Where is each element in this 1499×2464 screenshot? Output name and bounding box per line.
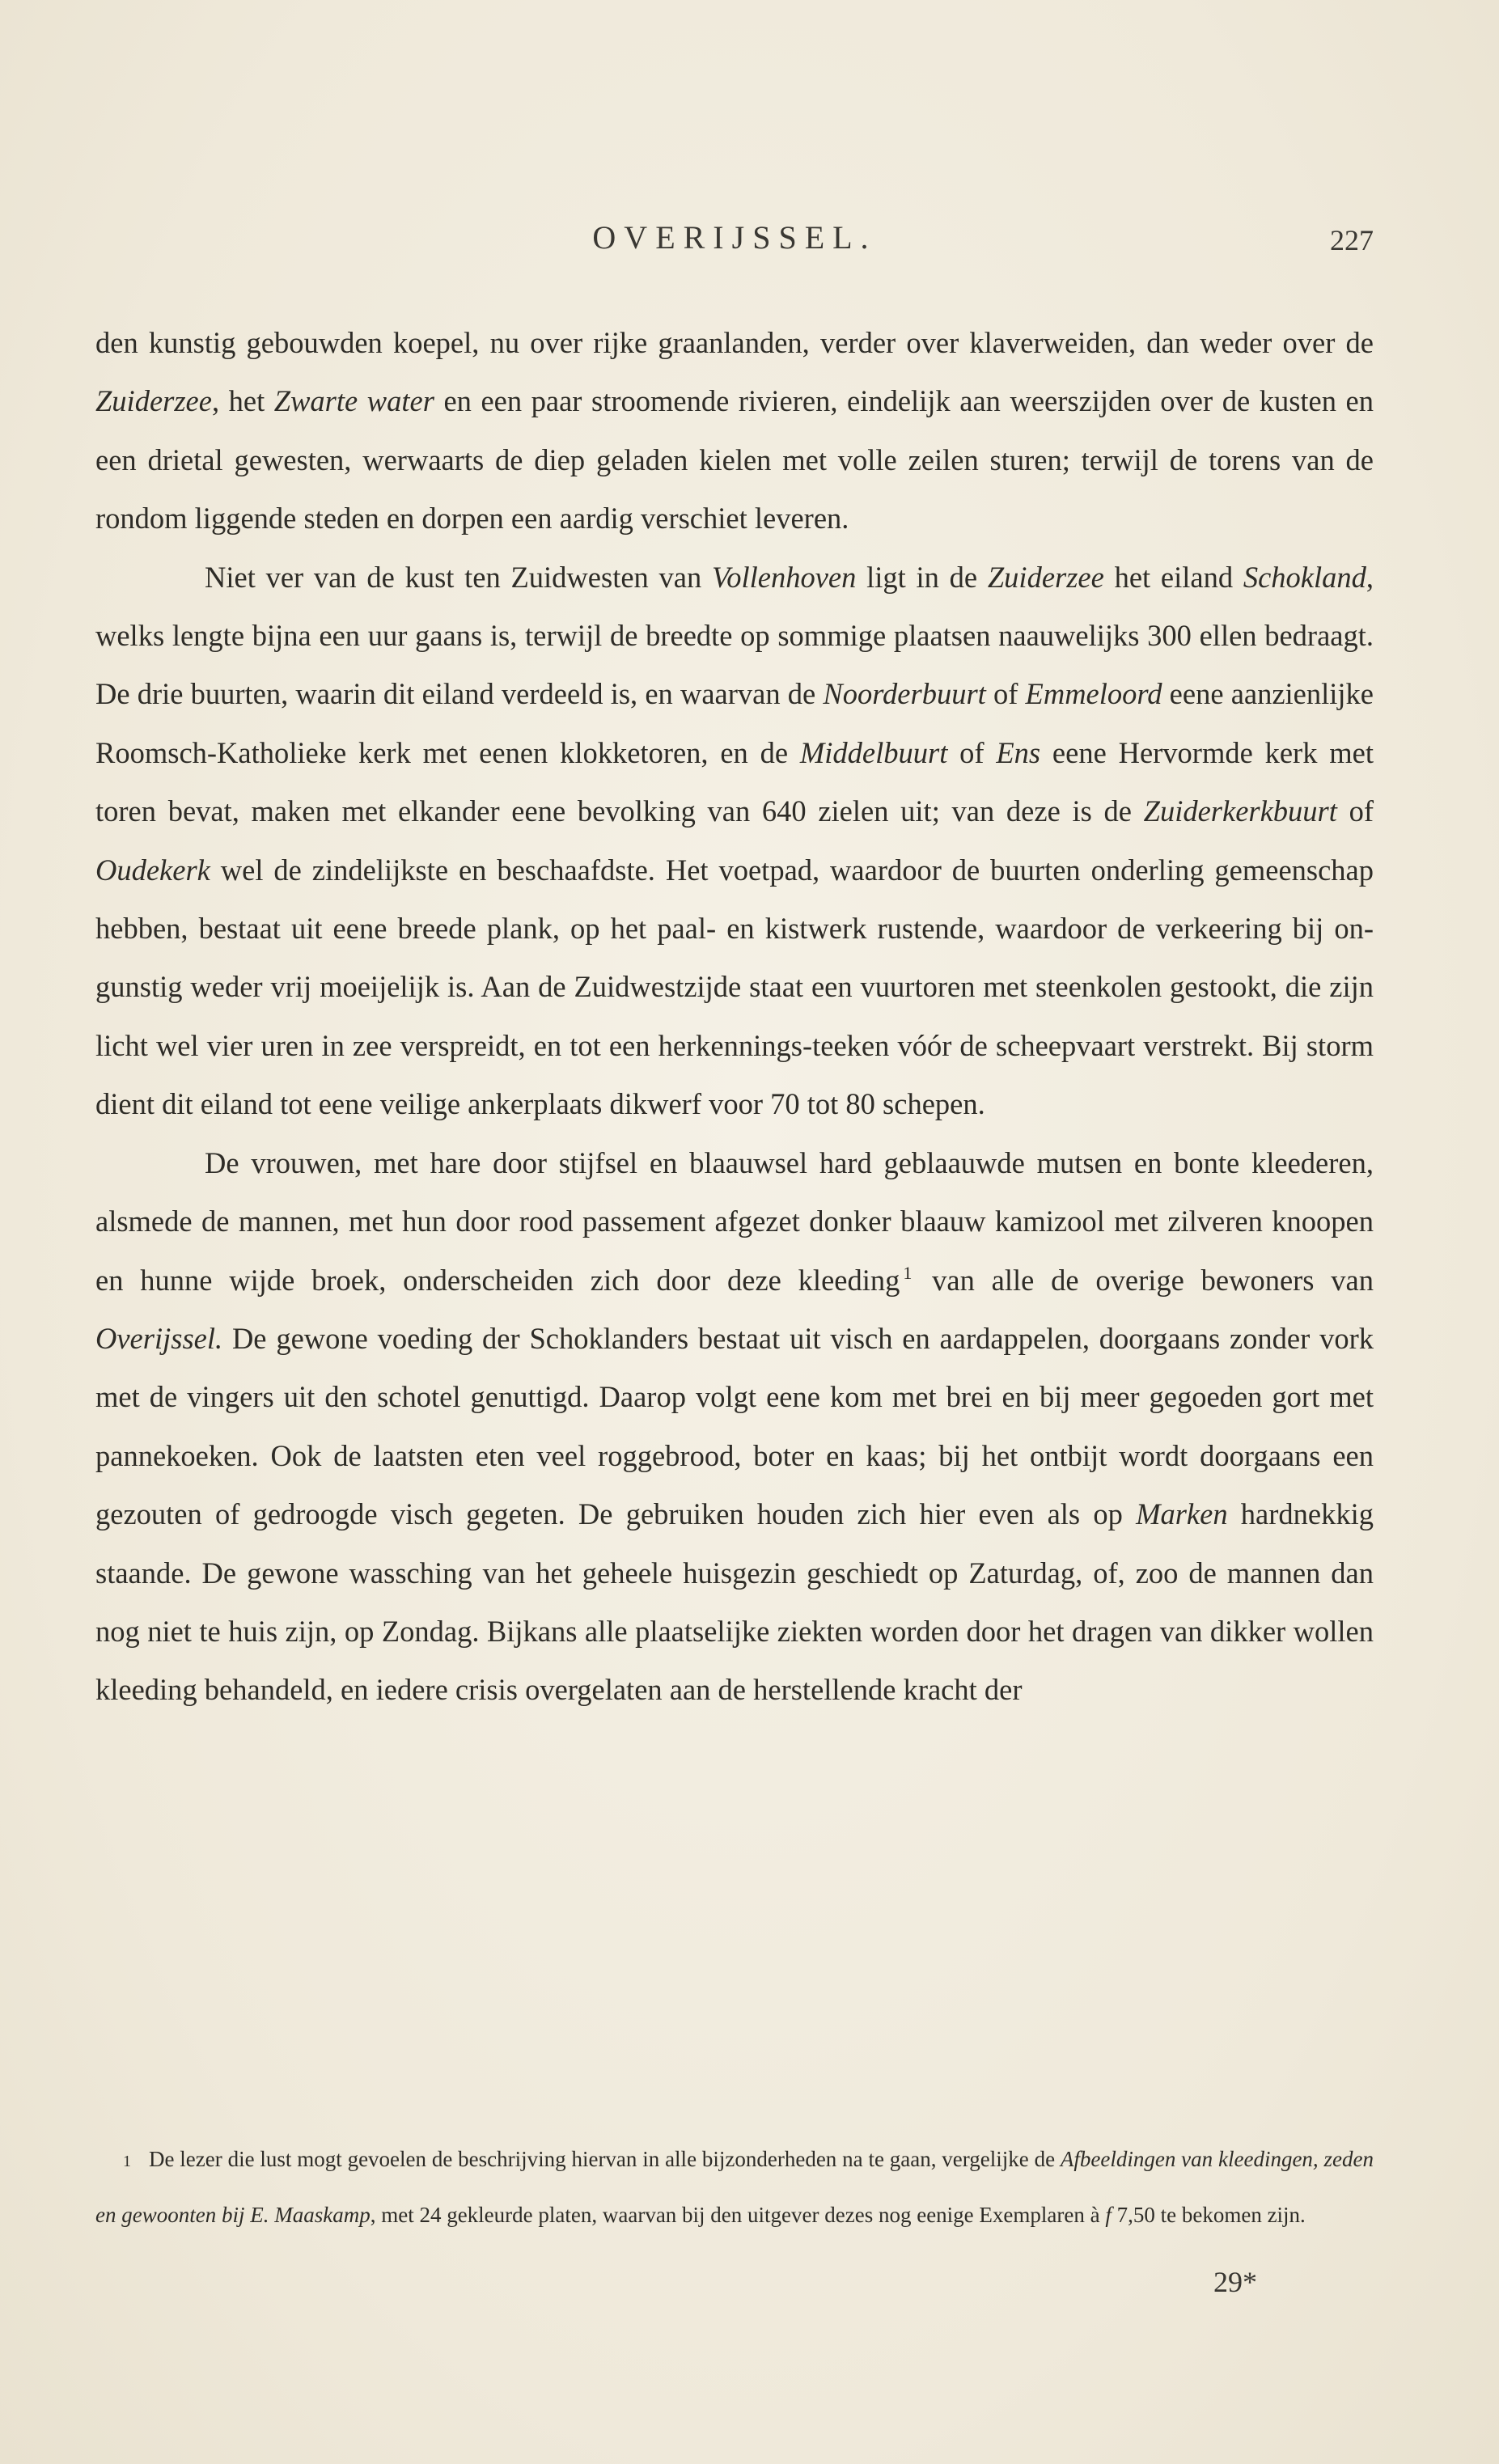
text-run: of	[947, 735, 997, 769]
italic-term: Noorderbuurt	[823, 677, 986, 711]
body-text	[95, 314, 1374, 1720]
text-run: eene aanzienlijke Roomsch-Katholieke kerk met eenen klokketoren, en de	[95, 677, 1374, 769]
text-run: of	[1336, 794, 1374, 828]
footnote-text	[95, 2147, 1374, 2227]
italic-term: Oudekerk	[95, 853, 210, 887]
italic-term: Zuiderzee	[987, 560, 1104, 594]
text-run: De vrouwen, met hare door stijfsel en blaauwsel hard geblaauwde mutsen en bonte kleederen, alsmede de mannen, met hun door rood passement afgezet donker blaauw kamizool met zilveren knoopen en hunne wijde broek, onderscheiden zich door deze kleeding	[95, 1145, 1374, 1297]
text-run: wel de zindelijkste en beschaafdste. Het voetpad, waardoor de buurten onderling gemeenschap hebben, bestaat uit eene breede plank, op het paal- en kistwerk rustende, waardoor de verkeering bij on-gunstig weder vrij moeijelijk is. Aan de Zuidwestzijde staat een vuurtoren met steenkolen gestookt, die zijn licht wel vier uren in zee verspreidt, en tot een herkennings-teeken vóór de scheepvaart verstrekt. Bij storm dient dit eiland tot eene veilige ankerplaats dikwerf voor 70 tot 80 schepen.	[95, 853, 1374, 1121]
text-run: De gewone voeding der Schoklanders bestaat uit visch en aardappelen, doorgaans zonder vork met de vingers uit den schotel genuttigd. Daarop volgt eene kom met brei en bij meer gegoeden gort met pannekoeken. Ook de laatsten eten veel roggebrood, boter en kaas; bij het ontbijt wordt doorgaans een gezouten of gedroogde visch gegeten. De gebruiken houden zich hier even als op	[95, 1321, 1374, 1531]
text-run: van alle de overige bewoners van	[915, 1263, 1374, 1297]
italic-term: f	[1105, 2203, 1112, 2227]
text-run: , het	[211, 384, 274, 418]
italic-term: Emmeloord	[1025, 677, 1162, 711]
italic-term: Marken	[1136, 1497, 1228, 1531]
text-run: eene Hervormde kerk met toren bevat, maken met elkander eene bevolking van 640 zielen uit; van deze is de	[95, 735, 1374, 828]
paragraph	[95, 314, 1374, 548]
text-run: den kunstig gebouwden koepel, nu over rijke graanlanden, verder over klaverweiden, dan weder over de	[95, 326, 1374, 359]
italic-term: Zuiderkerkbuurt	[1143, 794, 1337, 828]
running-head	[95, 218, 1374, 259]
text-run: ligt in de	[856, 560, 988, 594]
text-run: De lezer die lust mogt gevoelen de beschrijving hiervan in alle bijzonderheden na te gaan, vergelijke de	[149, 2147, 1061, 2171]
italic-term: Zwarte water	[273, 384, 434, 418]
signature-mark: 29*	[1213, 2266, 1257, 2298]
text-run: Niet ver van de kust ten Zuidwesten van	[205, 560, 712, 594]
running-title: OVERIJSSEL.	[592, 219, 877, 256]
footnote-number: 1	[123, 2153, 131, 2170]
text-run: of	[985, 677, 1026, 711]
text-run: het eiland	[1103, 560, 1243, 594]
italic-term: Vollenhoven	[711, 560, 857, 594]
paragraph	[95, 548, 1374, 1134]
text-run: , welks lengte bijna een uur gaans is, terwijl de breedte op sommige plaatsen naauwelijks 300 ellen bedraagt. De drie buurten, waarin dit eiland verdeeld is, en waarvan de	[95, 560, 1374, 711]
text-run: hardnekkig staande. De gewone wassching van het geheele huisgezin geschiedt op Zaturdag, of, zoo de mannen dan nog niet te huis zijn, op Zondag. Bijkans alle plaatselijke ziekten worden door het dragen van dikker wollen kleeding behandeld, en iedere crisis overgelaten aan de herstellende kracht der	[95, 1497, 1374, 1707]
paragraph	[95, 1134, 1374, 1720]
italic-term: Ens	[996, 735, 1041, 769]
italic-term: Schokland	[1243, 560, 1366, 594]
footnote	[95, 2132, 1374, 2242]
italic-term: Middelbuurt	[799, 735, 948, 769]
footnotes	[95, 2132, 1374, 2242]
italic-term: Afbeeldingen van kleedingen, zeden en gewoonten bij E. Maaskamp	[95, 2147, 1374, 2227]
italic-term: Zuiderzee	[95, 384, 212, 418]
text-run: 7,50 te bekomen zijn.	[1111, 2203, 1306, 2227]
page-number: 227	[1330, 224, 1374, 256]
footnote-reference: 1	[903, 1262, 913, 1283]
text-run: , met 24 gekleurde platen, waarvan bij den uitgever dezes nog eenige Exemplaren à	[370, 2203, 1106, 2227]
text-run: en een paar stroomende rivieren, eindelijk aan weerszijden over de kusten en een drietal gewesten, werwaarts de diep geladen kielen met volle zeilen sturen; terwijl de torens van de rondom liggende steden en dorpen een aardig verschiet leveren.	[95, 384, 1374, 536]
italic-term: Overijssel.	[95, 1321, 223, 1355]
